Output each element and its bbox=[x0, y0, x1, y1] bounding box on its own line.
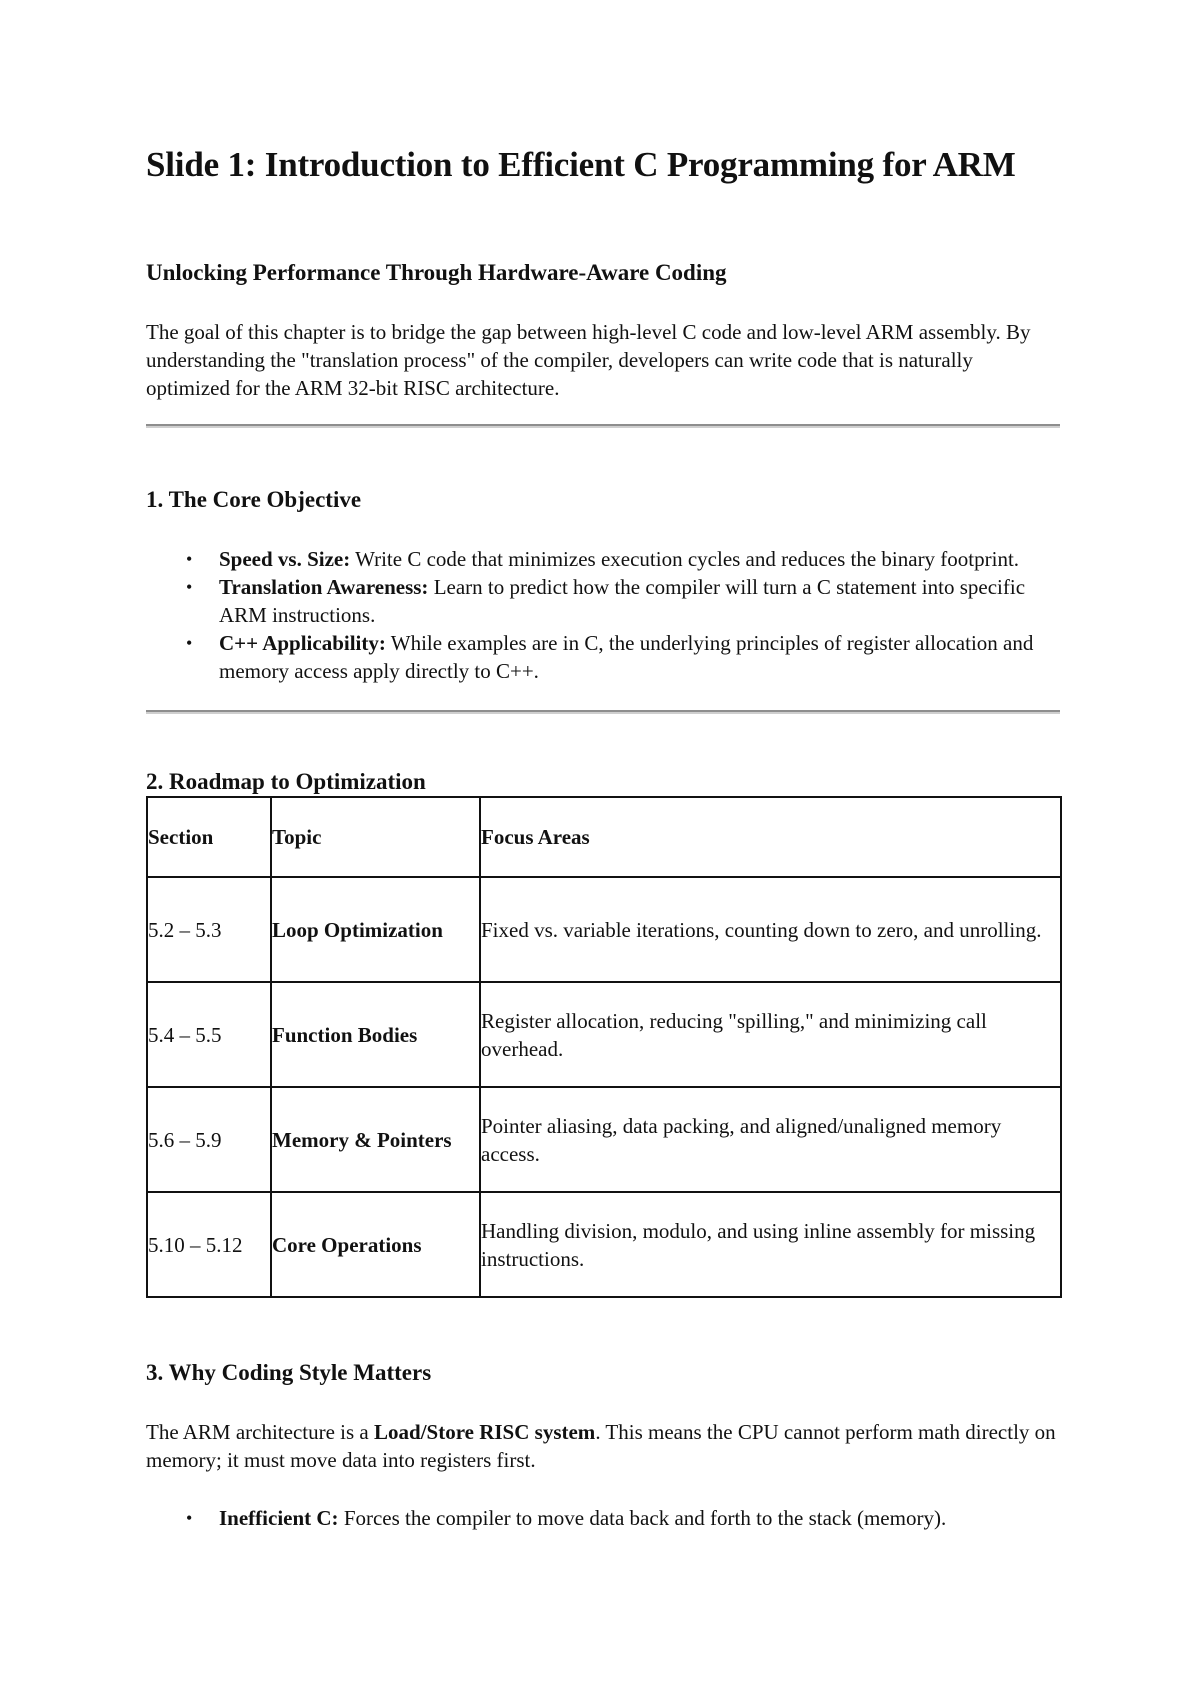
horizontal-rule bbox=[146, 424, 1060, 428]
table-row bbox=[147, 1087, 1061, 1192]
bullet-icon: • bbox=[186, 633, 193, 653]
list-item-text: Forces the compiler to move data back and forth to the stack (memory). bbox=[338, 1506, 947, 1530]
why-list bbox=[146, 1504, 1060, 1532]
why-paragraph bbox=[146, 1418, 1060, 1474]
why-text-before: The ARM architecture is a bbox=[146, 1420, 375, 1444]
bullet-icon: • bbox=[186, 577, 193, 597]
column-header-topic: Topic bbox=[271, 797, 480, 877]
list-item bbox=[146, 629, 1060, 685]
table-row bbox=[147, 877, 1061, 982]
cell-focus: Fixed vs. variable iterations, counting down to zero, and unrolling. bbox=[480, 877, 1061, 982]
list-item-term: Speed vs. Size: bbox=[219, 547, 351, 571]
why-text-bold: Load/Store RISC system bbox=[374, 1420, 596, 1444]
document-page bbox=[146, 0, 1060, 1696]
list-item-text: While examples are in C, the underlying principles of register allocation and memory access apply directly to C++. bbox=[219, 631, 1034, 683]
cell-topic: Core Operations bbox=[271, 1192, 480, 1297]
table-row bbox=[147, 1192, 1061, 1297]
cell-focus: Register allocation, reducing "spilling," and minimizing call overhead. bbox=[480, 982, 1061, 1087]
horizontal-rule bbox=[146, 710, 1060, 714]
subtitle: Unlocking Performance Through Hardware-Aware Coding bbox=[146, 260, 727, 285]
page-title: Slide 1: Introduction to Efficient C Programming for ARM bbox=[146, 145, 1016, 184]
list-item-term: C++ Applicability: bbox=[219, 631, 386, 655]
list-item-text: Write C code that minimizes execution cycles and reduces the binary footprint. bbox=[350, 547, 1020, 571]
section-heading-why-coding-style: 3. Why Coding Style Matters bbox=[146, 1360, 432, 1385]
list-item bbox=[146, 1504, 1060, 1532]
cell-section: 5.2 – 5.3 bbox=[147, 877, 271, 982]
section-heading-core-objective: 1. The Core Objective bbox=[146, 487, 362, 512]
cell-topic: Function Bodies bbox=[271, 982, 480, 1087]
cell-topic: Loop Optimization bbox=[271, 877, 480, 982]
cell-focus: Pointer aliasing, data packing, and aligned/unaligned memory access. bbox=[480, 1087, 1061, 1192]
bullet-icon: • bbox=[186, 1508, 193, 1528]
cell-section: 5.10 – 5.12 bbox=[147, 1192, 271, 1297]
column-header-focus-areas: Focus Areas bbox=[480, 797, 1061, 877]
cell-topic: Memory & Pointers bbox=[271, 1087, 480, 1192]
table-row bbox=[147, 982, 1061, 1087]
cell-section: 5.4 – 5.5 bbox=[147, 982, 271, 1087]
list-item-term: Translation Awareness: bbox=[219, 575, 429, 599]
why-text-after: . This means the CPU cannot perform math directly on memory; it must move data into registers first. bbox=[146, 1420, 1056, 1472]
list-item bbox=[146, 573, 1060, 629]
column-header-section: Section bbox=[147, 797, 271, 877]
list-item bbox=[146, 545, 1060, 573]
list-item-text: Learn to predict how the compiler will turn a C statement into specific ARM instructions. bbox=[219, 575, 1026, 627]
list-item-term: Inefficient C: bbox=[219, 1506, 339, 1530]
cell-focus: Handling division, modulo, and using inline assembly for missing instructions. bbox=[480, 1192, 1061, 1297]
bullet-icon: • bbox=[186, 549, 193, 569]
section-heading-roadmap: 2. Roadmap to Optimization bbox=[146, 769, 426, 794]
roadmap-table bbox=[146, 796, 1062, 1298]
cell-section: 5.6 – 5.9 bbox=[147, 1087, 271, 1192]
intro-paragraph: The goal of this chapter is to bridge the gap between high-level C code and low-level ARM assembly. By understanding the "translation process" of the compiler, developers can write code that is naturally optimized for the ARM 32-bit RISC architecture. bbox=[146, 320, 1031, 400]
objective-list bbox=[146, 545, 1060, 685]
table-header-row bbox=[147, 797, 1061, 877]
